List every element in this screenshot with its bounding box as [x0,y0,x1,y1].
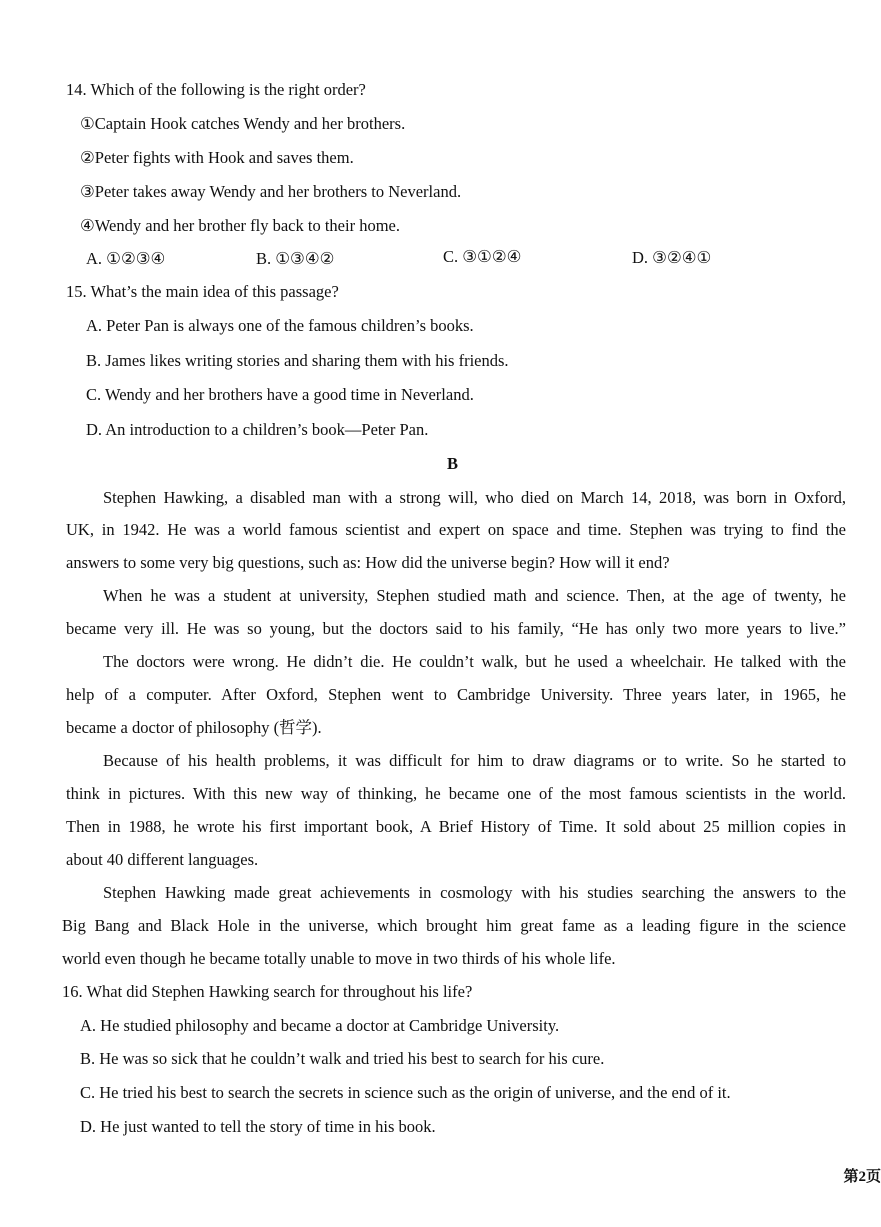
passage-line: The doctors were wrong. He didn’t die. He couldn’t walk, but he used a wheelchair. He talked with the [103,652,846,671]
q15-option-c: C. Wendy and her brothers have a good time in Neverland. [86,385,474,404]
passage-line: When he was a student at university, Stephen studied math and science. Then, at the age of twenty, he [103,586,846,605]
q15-option-b: B. James likes writing stories and sharing them with his friends. [86,351,509,370]
passage-line: became very ill. He was so young, but the doctors said to his family, “He has only two more years to live.” [66,619,846,638]
passage-line: world even though he became totally unable to move in two thirds of his whole life. [62,949,616,968]
q14-option-b: B. ①③④② [256,249,335,268]
passage-line: Big Bang and Black Hole in the universe, which brought him great fame as a leading figure in the science [62,916,846,935]
q14-option-d: D. ③②④① [632,248,712,267]
q14-option-c: C. ③①②④ [443,247,522,266]
q14-item-3: ③Peter takes away Wendy and her brothers to Neverland. [80,182,462,201]
q15-option-d: D. An introduction to a children’s book—Peter Pan. [86,420,429,439]
q16-option-a: A. He studied philosophy and became a doctor at Cambridge University. [80,1016,560,1035]
q16-stem: 16. What did Stephen Hawking search for throughout his life? [62,982,473,1001]
passage-line: think in pictures. With this new way of thinking, he became one of the most famous scientists in the world. [66,784,846,803]
passage-line: help of a computer. After Oxford, Stephen went to Cambridge University. Three years later, in 1965, he [66,685,846,704]
passage-line: Stephen Hawking made great achievements in cosmology with his studies searching the answers to the [103,883,846,902]
q14-item-2: ②Peter fights with Hook and saves them. [80,148,354,167]
passage-line: UK, in 1942. He was a world famous scientist and expert on space and time. Stephen was trying to find the [66,520,846,539]
passage-line: answers to some very big questions, such as: How did the universe begin? How will it end? [66,553,670,572]
q16-option-b: B. He was so sick that he couldn’t walk and tried his best to search for his cure. [80,1049,605,1068]
q14-option-a: A. ①②③④ [86,249,166,268]
passage-line: Because of his health problems, it was difficult for him to draw diagrams or to write. So he started to [103,751,846,770]
passage-line: about 40 different languages. [66,850,259,869]
section-b-heading: B [447,454,459,473]
q14-stem: 14. Which of the following is the right order? [66,80,366,99]
passage-line: Then in 1988, he wrote his first important book, A Brief History of Time. It sold about 25 million copies in [66,817,846,836]
passage-line: Stephen Hawking, a disabled man with a strong will, who died on March 14, 2018, was born in Oxford, [103,488,846,507]
passage-line: became a doctor of philosophy (哲学). [66,718,322,737]
q15-stem: 15. What’s the main idea of this passage? [66,282,339,301]
q16-option-c: C. He tried his best to search the secrets in science such as the origin of universe, and the end of it. [80,1083,731,1102]
q14-item-4: ④Wendy and her brother fly back to their home. [80,216,400,235]
q15-option-a: A. Peter Pan is always one of the famous children’s books. [86,316,474,335]
q16-option-d: D. He just wanted to tell the story of time in his book. [80,1117,436,1136]
page-number: 第2页 [843,1169,881,1185]
q14-item-1: ①Captain Hook catches Wendy and her brothers. [80,114,406,133]
